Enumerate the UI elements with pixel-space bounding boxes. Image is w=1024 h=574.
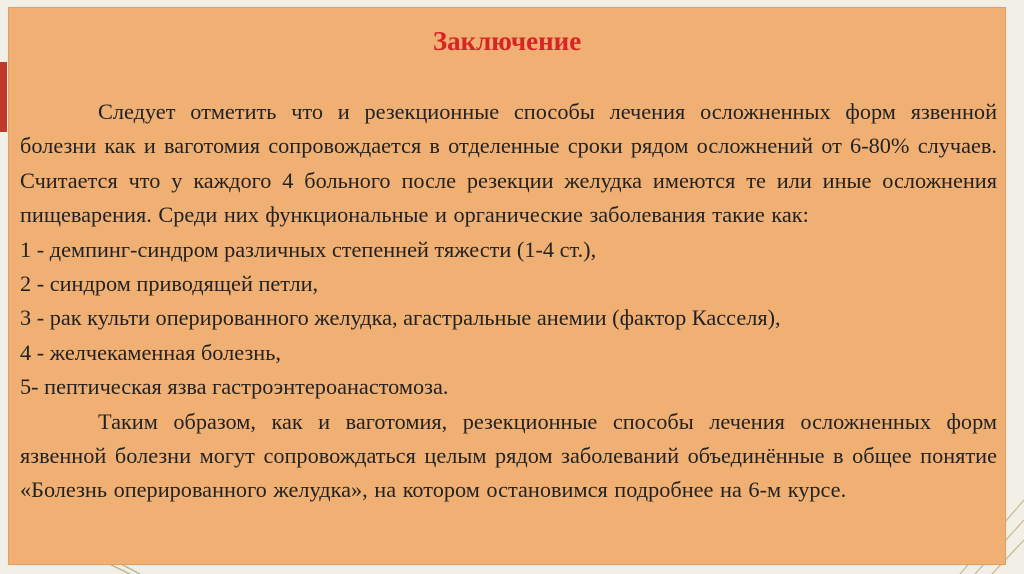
list-item-2: 2 - синдром приводящей петли,	[20, 271, 319, 297]
list-item-4: 4 - желчекаменная болезнь,	[20, 339, 281, 365]
conclusion-paragraph: Таким образом, как и ваготомия, резекционные способы лечения осложненных форм язвенной болезни могут сопровождаться целым рядом заболеваний объединённые в общее понятие «Болезнь оперированного желудка», на котором остановимся подробнее на 6-м курсе.	[20, 408, 997, 503]
list-item-3: 3 - рак культи оперированного желудка, агастральные анемии (фактор Касселя),	[20, 305, 781, 331]
slide-title: Заключение	[432, 26, 582, 56]
slide-body	[20, 95, 997, 508]
list-item-1: 1 - демпинг-синдром различных степенней тяжести (1-4 ст.),	[20, 236, 597, 262]
intro-paragraph: Следует отметить что и резекционные способы лечения осложненных форм язвенной болезни как и ваготомия сопровождается в отделенные сроки рядом осложнений от 6-80% случаев. Считается что у каждого 4 больного после резекции желудка имеются те или иные осложнения пищеварения. Среди них функциональные и органические заболевания такие как:	[20, 99, 997, 228]
slide-panel	[8, 7, 1006, 565]
left-accent-bar	[0, 62, 7, 132]
list-item-5: 5- пептическая язва гастроэнтероанастомоза.	[20, 374, 449, 400]
